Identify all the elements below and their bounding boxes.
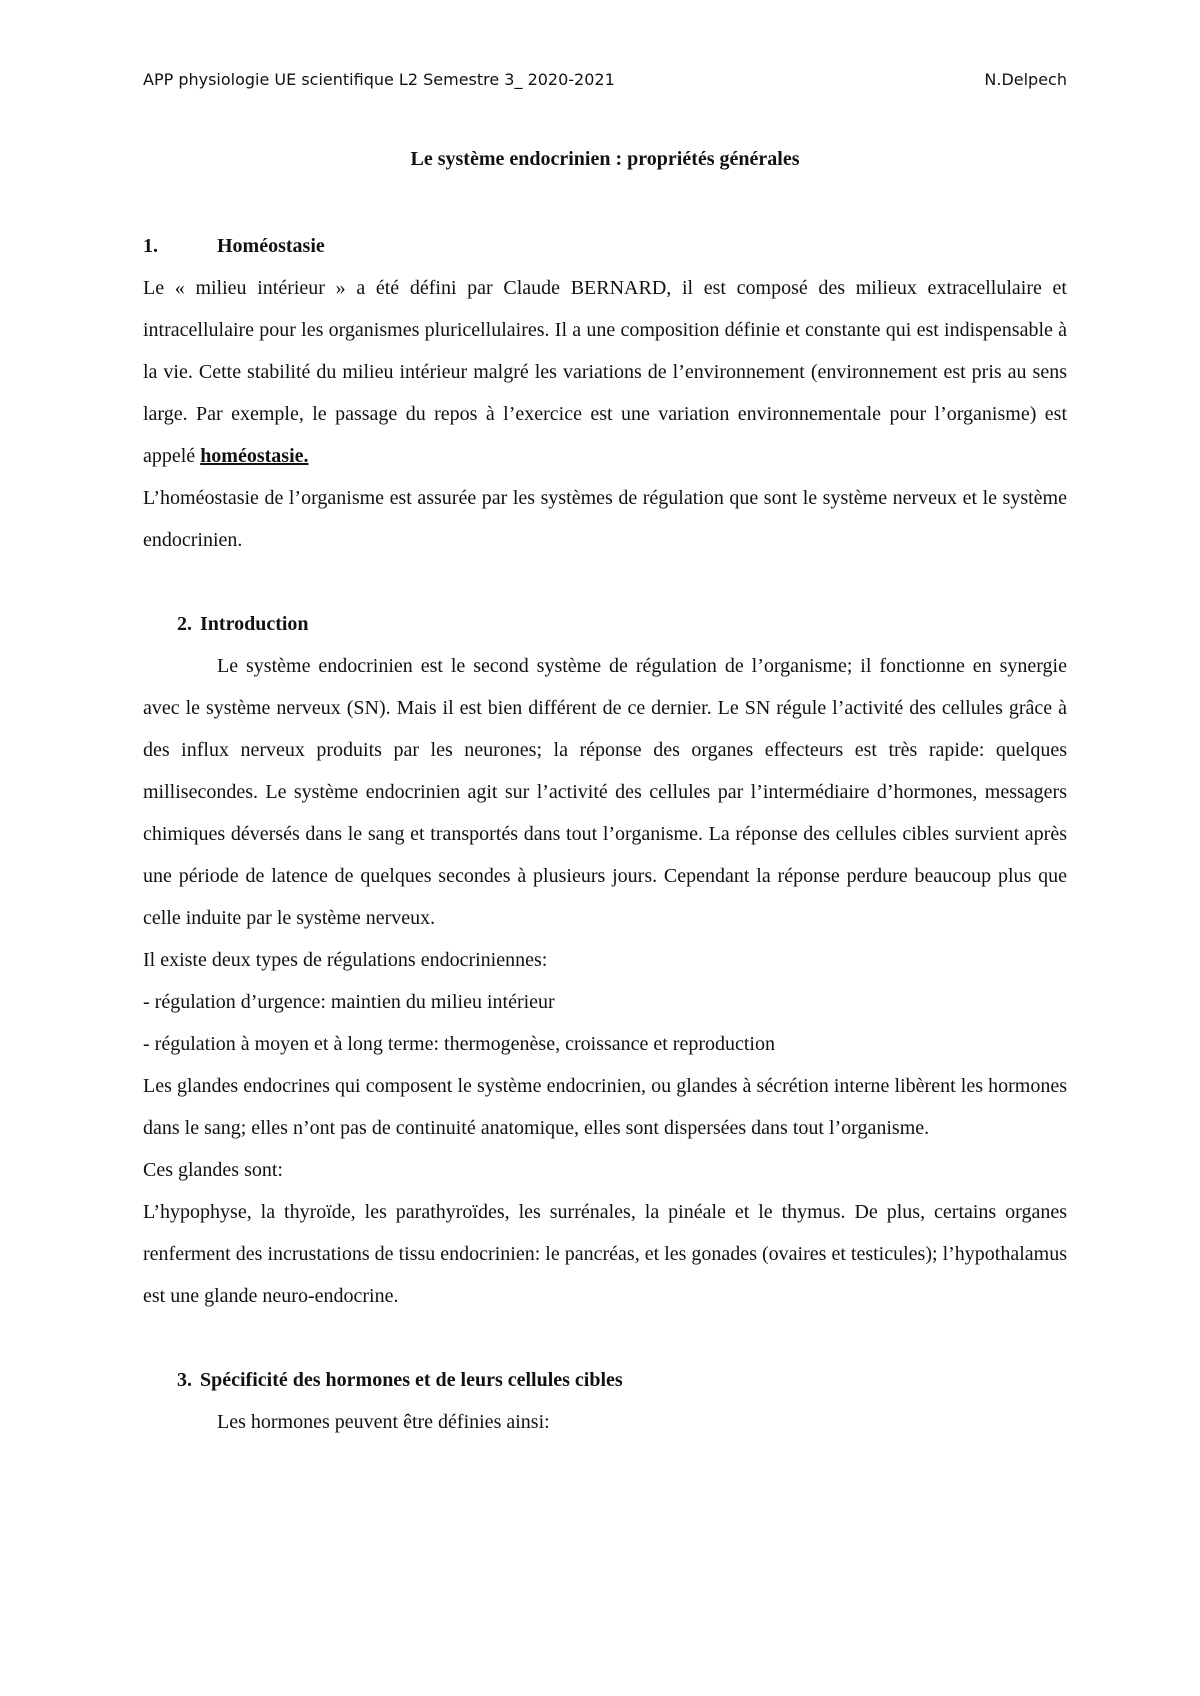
section-1-number: 1. (143, 235, 158, 257)
section-3-paragraph-1: Les hormones peuvent être définies ainsi: (217, 1411, 550, 1433)
section-1-title: Homéostasie (217, 235, 325, 257)
section-2-heading (143, 603, 1067, 645)
section-2-paragraph-3: Les glandes endocrines qui composent le système endocrinien, ou glandes à sécrétion interne libèrent les hormones dans le sang; elles n’ont pas de continuité anatomique, elles sont dispersées dans tout l’organisme. (143, 1075, 1067, 1139)
section-2-list-item-2: - régulation à moyen et à long terme: thermogenèse, croissance et reproduction (143, 1033, 775, 1055)
section-2-number: 2. (177, 613, 192, 635)
header-author: N.Delpech (984, 70, 1067, 89)
section-1-paragraph-1-text: Le « milieu intérieur » a été défini par Claude BERNARD, il est composé des milieux extracellulaire et intracellulaire pour les organismes pluricellulaires. Il a une composition définie et constante qui est indispensable à la vie. Cette stabilité du milieu intérieur malgré les variations de l’environnement (environnement est pris au sens large. Par exemple, le passage du repos à l’exercice est une variation environnementale pour l’organisme) est appelé (143, 277, 1067, 467)
section-2-paragraph-5: L’hypophyse, la thyroïde, les parathyroïdes, les surrénales, la pinéale et le thymus. De plus, certains organes renferment des incrustations de tissu endocrinien: le pancréas, et les gonades (ovaires et testicules); l’hypothalamus est une glande neuro-endocrine. (143, 1201, 1067, 1307)
header-course-info: APP physiologie UE scientifique L2 Semestre 3_ 2020-2021 (143, 70, 615, 89)
section-3-title: Spécificité des hormones et de leurs cellules cibles (200, 1369, 623, 1391)
section-2-paragraph-1: Le système endocrinien est le second système de régulation de l’organisme; il fonctionne en synergie avec le système nerveux (SN). Mais il est bien différent de ce dernier. Le SN régule l’activité des cellules grâce à des influx nerveux produits par les neurones; la réponse des organes effecteurs est très rapide: quelques millisecondes. Le système endocrinien agit sur l’activité des cellules par l’intermédiaire d’hormones, messagers chimiques déversés dans le sang et transportés dans tout l’organisme. La réponse des cellules cibles survient après une période de latence de quelques secondes à plusieurs jours. Cependant la réponse perdure beaucoup plus que celle induite par le système nerveux. (143, 655, 1067, 929)
section-1-heading (143, 225, 1067, 267)
section-2-paragraph-4: Ces glandes sont: (143, 1159, 283, 1181)
running-header (143, 70, 1067, 94)
section-1-paragraph-2: L’homéostasie de l’organisme est assurée par les systèmes de régulation que sont le système nerveux et le système endocrinien. (143, 487, 1067, 551)
section-3-number: 3. (177, 1369, 192, 1391)
section-2-list-item-1: - régulation d’urgence: maintien du milieu intérieur (143, 991, 555, 1013)
homeostasis-term: homéostasie. (200, 445, 309, 467)
section-3-heading (143, 1359, 1067, 1401)
spacer (143, 1317, 1067, 1359)
document-title: Le système endocrinien : propriétés générales (410, 148, 800, 170)
section-2-paragraph-2: Il existe deux types de régulations endocriniennes: (143, 949, 548, 971)
spacer (143, 561, 1067, 603)
section-1-paragraph-1 (143, 267, 1067, 477)
section-2-title: Introduction (200, 613, 309, 635)
document-body (143, 225, 1067, 1443)
